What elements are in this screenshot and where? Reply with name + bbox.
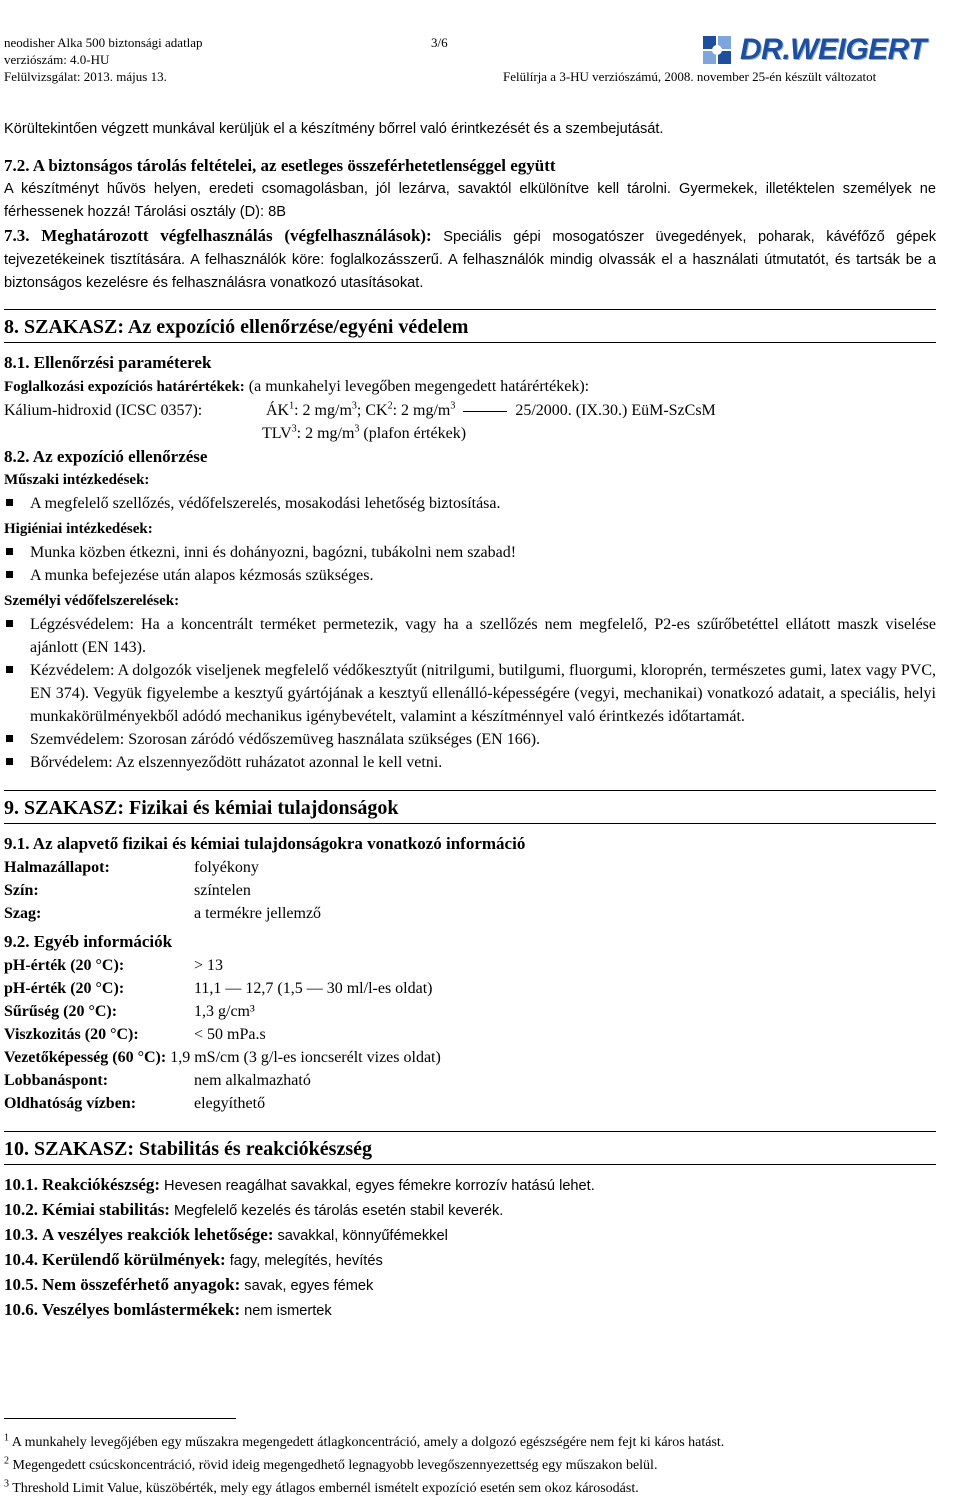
property-row [4, 1069, 936, 1092]
item-number: 10.3. [4, 1225, 38, 1244]
reactivity-item [4, 1198, 936, 1223]
property-row [4, 1023, 936, 1046]
property-value: a termékre jellemző [194, 905, 322, 922]
footnote-text: A munkahely levegőjében egy műszakra megengedett átlagkoncentráció, amely a dolgozó egészségére nem fejt ki káros hatást. [11, 1435, 725, 1450]
footnote-text: Megengedett csúcskoncentráció, rövid ideig megengedhető legnagyobb levegőszennyezettség egy műszakon belül. [12, 1458, 658, 1473]
property-key: Oldhatóság vízben: [4, 1095, 137, 1112]
list-item: Bőrvédelem: Az elszennyeződött ruházatot azonnal le kell vetni. [4, 751, 936, 774]
section-9-heading: 9. SZAKASZ: Fizikai és kémiai tulajdonságok [4, 790, 936, 824]
property-row [4, 1046, 936, 1069]
item-key: Kémiai stabilitás: [42, 1200, 170, 1219]
tlv-note: (plafon értékek) [363, 425, 467, 442]
property-key: pH-érték (20 °C): [4, 980, 125, 997]
property-key: Vezetőképesség (60 °C): [4, 1049, 167, 1066]
property-key: pH-érték (20 °C): [4, 957, 125, 974]
page-number: 3/6 [431, 35, 448, 50]
property-row [4, 954, 936, 977]
section-7-2-text [4, 178, 936, 224]
section-10-heading: 10. SZAKASZ: Stabilitás és reakciókészség [4, 1131, 936, 1165]
property-row [4, 977, 936, 1000]
property-value: folyékony [194, 859, 259, 876]
tlv-label: TLV [262, 425, 292, 442]
ck-label: ; CK [356, 402, 388, 419]
list-item: A megfelelő szellőzés, védőfelszerelés, mosakodási lehetőség biztosítása. [4, 492, 936, 515]
supersedes-note: Felülírja a 3-HU verziószámú, 2008. november 25-én készült változatot [503, 69, 877, 84]
footnote [4, 1454, 944, 1477]
exposure-limits-text: (a munkahelyi levegőben megengedett határértékek): [248, 378, 590, 395]
koh-label: Kálium-hidroxid (ICSC 0357): [4, 402, 203, 419]
list-item: Kézvédelem: A dolgozók viseljenek megfelelő védőkesztyűt (nitrilgumi, butilgumi, fluorgumi, kloroprén, természetes gumi, latex vagy PVC, EN 374). Vegyük figyelembe a kesztyű gyártójának a kesztyű ellenálló-képességére (vegyi, mechanikai) vonatkozó adatait, a speciális, helyi munkakörülményekből adódó mechanikus igénybevételt, valamint a készítménnyel való érintkezés időtartamát. [4, 659, 936, 728]
property-row [4, 856, 936, 879]
property-value: > 13 [194, 957, 224, 974]
item-key: Kerülendő körülmények: [42, 1250, 226, 1269]
reactivity-item [4, 1248, 936, 1273]
item-key: A veszélyes reakciók lehetősége: [42, 1225, 274, 1244]
exposure-limits-line [4, 375, 936, 399]
ppe-label: Személyi védőfelszerelések: [4, 593, 180, 609]
item-key: Nem összeférhető anyagok: [42, 1275, 241, 1294]
item-key: Veszélyes bomlástermékek: [42, 1300, 241, 1319]
footnote-number: 1 [4, 1432, 9, 1444]
revision-date: Felülvizsgálat: 2013. május 13. [4, 69, 167, 84]
section-8-heading: 8. SZAKASZ: Az expozíció ellenőrzése/egyéni védelem [4, 309, 936, 343]
list-item: Munka közben étkezni, inni és dohányozni, bagózni, tubákolni nem szabad! [4, 541, 936, 564]
property-value: 1,3 g/cm³ [194, 1003, 255, 1020]
intro-text: Körültekintően végzett munkával kerüljük el a készítmény bőrrel való érintkezését és a szembejutását. [4, 121, 664, 137]
footnote-number: 3 [4, 1478, 9, 1490]
storage-class-text: Gyermekek, illetéktelen személyek ne férhessenek hozzá! Tárolási osztály (D): 8B [4, 181, 936, 220]
footnote [4, 1431, 944, 1454]
reactivity-item [4, 1298, 936, 1323]
item-number: 10.5. [4, 1275, 38, 1294]
end-use-instructions: A felhasználók mindig olvassák el a használati útmutatót, és tartsák be a biztonságos kezelésre és felhasználásra vonatkozó utasításokat. [4, 252, 937, 291]
section-9-1-title: 9.1. Az alapvető fizikai és kémiai tulajdonságokra vonatkozó információ [4, 834, 526, 853]
property-value: nem alkalmazható [194, 1072, 311, 1089]
version: verziószám: 4.0-HU [4, 52, 110, 67]
item-key: Reakciókészség: [42, 1175, 161, 1194]
footnote-number: 2 [4, 1455, 9, 1467]
property-key: Sűrűség (20 °C): [4, 1003, 118, 1020]
section-7-3 [4, 224, 936, 295]
section-7-2-title: 7.2. A biztonságos tárolás feltételei, az esetleges összeférhetetlenséggel együtt [4, 156, 556, 175]
property-value: 1,9 mS/cm (3 g/l-es ioncserélt vizes oldat) [170, 1049, 441, 1066]
item-number: 10.2. [4, 1200, 38, 1219]
property-key: Halmazállapot: [4, 859, 110, 876]
tlv-row: TLV$^3$: 2 $mg/m^3$ (plafon értékek) [262, 423, 467, 442]
header-left [4, 34, 203, 85]
property-key: Szag: [4, 905, 42, 922]
list-item: Szemvédelem: Szorosan záródó védőszemüveg használata szükséges (EN 166). [4, 728, 936, 751]
footnote-text: Threshold Limit Value, küszöbérték, mely egy átlagos embernél ismételt expozíció esetén sem okoz károsodást. [12, 1481, 639, 1496]
ak-value: : 2 mg/m [294, 402, 352, 419]
logo-mark-icon [700, 33, 734, 67]
property-row [4, 879, 936, 902]
list-item: Légzésvédelem: Ha a koncentrált terméket permetezik, vagy ha a szellőzés nem megfelelő, P2-es szűrőbetéttel ellátott maszk viselése ajánlott (EN 143). [4, 613, 936, 659]
koh-regulation: 25/2000. (IX.30.) EüM-SzCsM [515, 402, 716, 419]
koh-limit-row [4, 399, 936, 422]
item-value: Hevesen reagálhat savakkal, egyes fémekre korrozív hatású lehet. [164, 1178, 595, 1194]
property-key: Szín: [4, 882, 39, 899]
reactivity-item [4, 1273, 936, 1298]
section-10-list [4, 1173, 936, 1323]
property-key: Viszkozitás (20 °C): [4, 1026, 139, 1043]
item-value: nem ismertek [244, 1303, 332, 1319]
property-value: színtelen [194, 882, 251, 899]
section-7-3-title: 7.3. Meghatározott végfelhasználás (végfelhasználások): [4, 226, 432, 245]
property-value: elegyíthető [194, 1095, 266, 1112]
product-name: neodisher Alka 500 biztonsági adatlap [4, 35, 203, 50]
item-number: 10.6. [4, 1300, 38, 1319]
item-value: fagy, melegítés, hevítés [229, 1253, 383, 1269]
property-value: < 50 mPa.s [194, 1026, 266, 1043]
property-value: 11,1 ― 12,7 (1,5 ― 30 ml/l-es oldat) [194, 980, 433, 997]
property-key: Lobbanáspont: [4, 1072, 109, 1089]
footnote-divider [4, 1418, 236, 1419]
end-use-text: Speciális gépi mosogatószer üvegedények, poharak, kávéfőző gépek tejvezetékeinek tisztítására. A felhasználók köre: foglalkozásszerű. [4, 229, 936, 268]
storage-text: A készítményt hűvös helyen, eredeti csomagolásban, jól lezárva, savaktól elkülönítve kell tárolni. [4, 181, 671, 197]
section-9-2-title: 9.2. Egyéb információk [4, 932, 173, 951]
reactivity-item [4, 1223, 936, 1248]
ck-value: : 2 mg/m [392, 402, 451, 419]
item-value: savak, egyes fémek [244, 1278, 374, 1294]
logo-text: DR.WEIGERT [740, 33, 927, 66]
company-logo [700, 32, 954, 68]
item-number: 10.1. [4, 1175, 38, 1194]
section-8-2-title: 8.2. Az expozíció ellenőrzése [4, 447, 208, 466]
tech-measures-label: Műszaki intézkedések: [4, 472, 150, 488]
section-8-1-title: 8.1. Ellenőrzési paraméterek [4, 353, 212, 372]
item-value: savakkal, könnyűfémekkel [277, 1228, 448, 1244]
document-body [4, 118, 936, 1323]
property-row [4, 1000, 936, 1023]
property-row [4, 1092, 936, 1115]
hygiene-measures-label: Higiéniai intézkedések: [4, 521, 153, 537]
item-number: 10.4. [4, 1250, 38, 1269]
item-value: Megfelelő kezelés és tárolás esetén stabil keverék. [173, 1203, 504, 1219]
ak-label: ÁK [266, 402, 290, 419]
exposure-limits-label: Foglalkozási expozíciós határértékek: [4, 379, 245, 395]
koh-limit-values: $ÁK^1$: 2 $mg/m^3$; $CK^2$: 2 $mg/m^3$ 25/2000. (IX.30.) EüM-SzCsM [266, 400, 716, 419]
footnote [4, 1477, 944, 1500]
tlv-value: : 2 mg/m [296, 425, 355, 442]
reactivity-item [4, 1173, 936, 1198]
property-row [4, 902, 936, 925]
list-item: A munka befejezése után alapos kézmosás szükséges. [4, 564, 936, 587]
